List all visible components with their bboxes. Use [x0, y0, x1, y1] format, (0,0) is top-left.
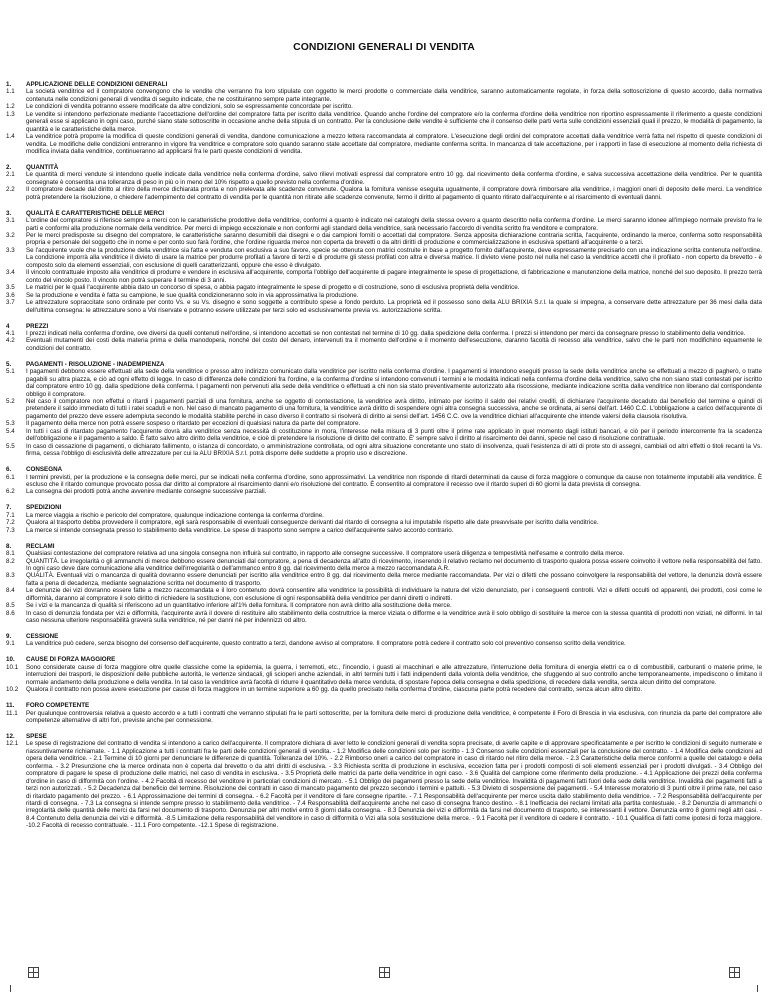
- clause: [6, 740, 762, 829]
- section-heading: [6, 733, 762, 740]
- clause-text: Eventuali mutamenti dei costi della materia prima e della manodopera, nonché del costo del denaro, intervenuti tra il momento dell'ordine e il momento dell'esecuzione, daranno facoltà di recesso alla venditrice, salvo che le parti non modifichino equamente le condizioni del contratto.: [26, 337, 762, 352]
- clause: [6, 572, 762, 587]
- clause-text: Per le merci predisposte su disegno del compratore, le caratteristiche saranno desumibili dai disegni e o dai campioni forniti o accettati dal compratore. Senza apposita dichiarazione contraria scritta, l'acquirente, ordinando la merce, conferma sotto responsabilità propria e personale del soggetto che in nome e per conto suo farà l'ordine, che l'ordine riguarda merce non coperta da brevetti o da altri diritti di produzione e commercializzazione in esclusiva spettanti all'acquirente o a terzi.: [26, 232, 762, 247]
- clause: [6, 299, 762, 314]
- clause-text: Le condizioni di vendita potranno essere modificate da altre condizioni, solo se espressamente concordate per iscritto.: [26, 103, 353, 111]
- clause-text: Il compratore decade dal diritto al ritiro della merce dichiarata pronta e non prelevata alle scadenze convenute. Qualora la fornitura venisse eseguita ugualmente, il compratore dovrà rimborsare alla venditrice, i maggiori oneri di deposito delle merci. La venditrice potrà pretendere la risoluzione, o chiedere l'adempimento del contratto di vendita per le quantità non ritirate alle scadenze convenute, fermo il diritto al pagamento di quanto ritirato dall'acquirente e al risarcimento di eventuali danni.: [26, 186, 762, 201]
- clause-text: Qualora al trasporto debba provvedere il compratore, egli sarà responsabile di eventuali conseguenze derivanti dal ritardo di consegna a lui imputabile rispetto alle date preavvisate per iscritto dalla venditrice.: [26, 519, 599, 527]
- clause-text: QUANTITÀ. Le irregolarità o gli ammanchi di merce debbono essere denunciati dal compratore, a pena di decadenza all'atto di ricevimento, inserendo il relativo reclamo nel documento di trasporto qualora possa essere coinvolto il vettore nella responsabilità del fatto. In ogni caso deve dare comunicazione alla venditrice dell'irregolarità o dell'ammanco entro 8 gg. dal ricevimento della merce a mezzo raccomandata A.R.: [26, 557, 762, 572]
- clause-text: La merce si intende consegnata presso lo stabilimento della venditrice. Le spese di trasporto sono sempre a carico dell'acquirente salvo accordo contrario.: [26, 526, 454, 534]
- conditions-document: [6, 42, 762, 838]
- clause: [6, 443, 762, 458]
- section-title: CAUSE DI FORZA MAGGIORE: [26, 656, 116, 664]
- clause: [6, 398, 762, 420]
- section-number: 4: [6, 322, 10, 330]
- clause-number: 8.4: [6, 587, 15, 595]
- clause-text: La venditrice potrà proporre la modifica di queste condizioni generali di vendita, dandone comunicazione a mezzo lettera raccomandata al compratore. L'esecuzione degli ordini del compratore accettati dalla venditrice verrà fatta nel rispetto di queste condizioni di vendita. Le modifiche delle condizioni entreranno in vigore fra venditrice e compratore solo quando saranno state accettate dal compratore, mediante conferma scritta. In mancanza di tale accettazione, per i rapporti in fase di esecuzione al momento della richiesta di modifica inviata dalla venditrice, continueranno ad applicarsi fra le parti queste condizioni di vendita.: [26, 133, 762, 156]
- section-number: 9.: [6, 633, 12, 641]
- section-title: FORO COMPETENTE: [26, 702, 90, 710]
- section-heading: [6, 656, 762, 663]
- section-number: 2.: [6, 163, 12, 171]
- clause: [6, 640, 762, 647]
- clause-text: I termini previsti, per la produzione e la consegna delle merci, pur se indicati nella conferma d'ordine, sono approssimativi. La venditrice non risponde di ritardi determinati da cause di forza maggiore o comunque da cause non totalmente imputabili alla venditrice. È escluso che il ritardo comunque provocato possa dar diritto al compratore al risarcimento danni e/o risoluzione del contratto. È consentito al compratore il recesso ove il ritardo superi di 60 giorni la data prevista di consegna.: [26, 473, 762, 488]
- clause-number: 1.2: [6, 103, 15, 111]
- section-number: 6.: [6, 466, 12, 474]
- section: [6, 633, 762, 648]
- clause-text: Nel caso il compratore non effettui o ritardi i pagamenti parziali di una fornitura, anche se oggetto di contestazione, la venditrice avrà diritto, intimato per iscritto il saldo dei relativi crediti, di dichiarare l'acquirente decaduto dal beneficio del termine e quindi di pretendere il saldo immediato di tutti i ratei scaduti e non. Nel caso di mancato pagamento di una fornitura, la venditrice avrà diritto di sospendere ogni altra consegna successiva, anche se ordinata, ai sensi dell'art. 1460 C.C. L'obbligazione a carico dell'acquirente di pagamento del prezzo deve essere adempiuta secondo le modalità stabilite perché in caso diverso il contratto si risolverà di diritto ai sensi dell'art. 1456 C.C. ove la venditrice dichiari all'acquirente che intende valersi della clausola risolutiva.: [26, 397, 762, 420]
- clause-text: La merce viaggia a rischio e pericolo del compratore, qualunque indicazione contenga la conferma d'ordine.: [26, 511, 324, 519]
- clause-number: 1.3: [6, 110, 15, 118]
- clause: [6, 512, 762, 519]
- clause-text: La società venditrice ed il compratore convengono che le vendite che verranno fra loro stipulate con oggetto le merci prodotte o commerciate dalla venditrice, saranno automaticamente regolate, in forza della sottoscrizione di questo accordo, dalla normativa contenuta nelle condizioni generali di vendita di seguito indicate, che ne costituiranno sempre parte integrante.: [26, 88, 762, 103]
- clause-text: Le spese di registrazione del contratto di vendita si intendono a carico dell'acquirente. Il compratore dichiara di aver letto le condizioni generali di vendita sopra precisate, di averle capite e di approvare specificatamente e per iscritto le condizioni di seguito numerate e riassuntivamente richiamate. - 1.1 Applicazione a tutti i contratti fra le parti delle condizioni generali di vendita. - 1.2 Modifica delle condizioni solo per iscritto - 1.3 Consenso sulle condizioni essenziali per la conclusione del contratto. - 1.4 Modifica delle condizioni ad opera della venditrice. - 2.1 Termine di 10 giorni per denunciare le differenze di quantità. Tolleranza del 10%. - 2.2 Rimborso oneri a carico del compratore in caso di ritardo nel ritiro della merce. - 2.3 Caratteristiche della merce conformi a quelle del catalogo e della conferma. - 3.2 Presunzione che la merce ordinata non è coperta dal brevetto o da altri diritti di esclusiva. - 3.3 Richiesta scritta di produzione in esclusiva, eccezion fatta per i prodotti composti di soli elementi essenziali per i prodotti divulgati. - 3.4 Obbligo del compratore di pagare le spese di produzione delle matrici, nel caso di vendita in esclusiva. - 3.5 Proprietà delle matrici da parte della venditrice in ogni caso. - 3.6 Qualità del campione come riferimento della produzione. - 4.1 Applicazione dei prezzi della conferma d'ordine in caso di difformità con l'ordine. - 4.2 Facoltà di recesso del venditore in particolari condizioni di mercato. - 5.1 Obbligo dei pagamenti presso la sede della venditrice. Invalidità di pagamenti fatti fuori della sede della venditrice. Invalidità dei pagamenti fatti a terzi non autorizzati. - 5.2 Decadenza dal beneficio del termine. Risoluzione dei contratti in caso di mancato pagamento del prezzo secondo i termini e pattuiti. - 5.3 Divieto di sospensione dei pagamenti. - 5.4 Interesse moratorio di 3 punti oltre il prime rate, nel caso di ritardato pagamento del prezzo. - 6.1 Approssimazione dei termini di consegna. - 6.2 Facoltà per il venditore di fare consegne ripartite. - 7.1 Responsabilità dell'acquirente per merce uscita dallo stabilimento della venditrice. - 7.2 Responsabilità dell'acquirente per ritardi di consegna. - 7.3 La consegna si intende sempre presso lo stabilimento della venditrice. - 7.4 Responsabilità dell'acquirente anche nel caso di consegna franco destino. - 8.1 Inefficacia dei reclami limitati alla partita contestuale. - 8.2 Denunzia di ammanchi o irregolarità delle quantità delle merci da farsi nel documento di trasporto. Denunzia per altri motivi entro 8 giorni dalla consegna. - 8.3 Denunzia dei vizi e difformità da farsi nel documento di trasporto, se interessanti il vettore. Denunzia entro 8 giorni negli altri casi. - 8.4 Contenuto della denunzia dei vizi e difformità. -8.5 Limitazione della responsabilità del venditore in caso di difformità o Vizi alla sola sostituzione della merce. - 9.1 Facoltà per il venditore di cedere il contratto. - 10.1 Qualifica di fatti come ipotesi di forza maggiore. -10.2 Facoltà di recesso contrattuale. - 11.1 Foro competente. -12.1 Spese di registrazione.: [26, 740, 762, 830]
- clause: [6, 133, 762, 155]
- clause-number: 3.5: [6, 284, 15, 292]
- registration-mark-left: [28, 967, 39, 978]
- clause: [6, 420, 762, 427]
- section-title: CONSEGNA: [26, 466, 63, 474]
- clause-text: Sono considerate cause di forza maggiore oltre quelle classiche come la epidemia, la guerra, i terremoti, etc., l'incendio, i guasti ai macchinari e alle attrezzature, l'interruzione della fornitura di energia elettri ca o di combustibili, carburanti o materie prime, le interruzioni dei trasporti, le disposizioni delle pubbliche autorità, le vertenze sindacali, gli scioperi anche aziendali, in altri termini tutti i fatti indipendenti dalla volontà della venditrice, che sfuggendo al suo controllo anche temporaneamente, impediscono o limitano il normale andamento della produzione e della vendita. In tal caso la venditrice avrà facoltà di ridurre il quantitativo della merce venduta, di spostare l'epoca della consegna e della spedizione, di recedere dalla vendita, senza alcun diritto del compratore.: [26, 663, 762, 686]
- clause: [6, 474, 762, 489]
- clause-text: Se l'acquirente vuole che la produzione della venditrice sia fatta e venduta con esclusiva a suo favore, specie se ottenuta con matrici costruite in base a progetto fornito dall'acquirente, deve espressamente precisarlo con una indicazione scritta contenuta nell'ordine. La condizione imporrà alla venditrice il divieto di usare la matrice per produrre profilati a favore di terzi e di produrre gli stessi profilati con altra e diversa matrice. Il divieto viene posto nel nulla nel caso la venditrice accetti che il profilato - non coperto da brevetto - è composto solo da elementi essenziali, con esclusione di quelli caratterizzanti, oppure che esso è divulgato.: [26, 246, 762, 269]
- section-number: 11.: [6, 702, 15, 710]
- section: [6, 164, 762, 201]
- section-heading: [6, 164, 762, 171]
- clause: [6, 284, 762, 291]
- clause-text: Il vincolo contrattuale imposto alla venditrice di produrre e vendere in esclusiva all'acquirente, comporta l'obbligo dell'acquirente di pagare integralmente le spese di progettazione, di fabbricazione e manutenzione della matrice, nonché del suo deposito. Il prezzo terrà conto del vincolo posto. Il vincolo non potrà superare il termine di 3 anni.: [26, 269, 762, 284]
- clause-number: 8.2: [6, 557, 15, 565]
- clause-text: Le quantità di merci vendute si intendono quelle indicate dalla venditrice nella conferma d'ordine, salvo rilievi motivati espressi dal compratore entro 10 gg. dal ricevimento della conferma d'ordine, e salva successiva accettazione della venditrice. Per le quantità consegnate è consentita una tolleranza di peso in più o in meno del 10% rispetto a quello previsto nella conferma d'ordine.: [26, 171, 762, 186]
- clause-text: In tutti i casi di ritardato pagamento l'acquirente dovrà alla venditrice senza necessità di costituzione in mora, l'interesse nella misura di 3 punti oltre il prime rate applicato in quel momento dagli istituti bancari, e ciò per il periodo intercorrente fra la scadenza dell'obbligazione e il pagamento a saldo. È fatto salvo altro diritto della venditrice, e cioè di pretendere la risoluzione di diritto del contratto. È' sempre salvo il diritto al risarcimento dei danni, specie nel caso di risoluzione contrattuale.: [26, 427, 762, 443]
- clause: [6, 550, 762, 557]
- clause: [6, 519, 762, 526]
- section-heading: [6, 633, 762, 640]
- clause-text: Qualsiasi contestazione del compratore relativa ad una singola consegna non influirà sul contratto, in rapporto alle consegne successive. Il compratore userà diligenza e tempestività nell'esame e controllo della merce.: [26, 550, 625, 558]
- clause: [6, 337, 762, 352]
- crop-mark-left: [10, 985, 11, 992]
- clause: [6, 186, 762, 201]
- section-heading: [6, 702, 762, 709]
- clause-number: 7.2: [6, 519, 15, 527]
- clause-number: 7.3: [6, 526, 15, 534]
- section-heading: [6, 323, 762, 330]
- section-number: 3.: [6, 209, 12, 217]
- section-title: QUANTITÀ: [26, 163, 59, 171]
- clause-text: Se la produzione e vendita è fatta su campione, le sue qualità condizioneranno solo in via approssimativa la produzione.: [26, 291, 359, 299]
- clause-number: 6.2: [6, 488, 15, 496]
- clause-number: 2.1: [6, 171, 15, 179]
- clause-number: 3.4: [6, 269, 15, 277]
- clause: [6, 664, 762, 686]
- section: [6, 466, 762, 496]
- section-heading: [6, 504, 762, 511]
- crop-mark-right: [757, 985, 758, 992]
- sections-container: [6, 81, 762, 830]
- section: [6, 81, 762, 155]
- clause-text: QUALITÀ. Eventuali vizi o mancanza di qualità dovranno essere denunciati per iscritto alla venditrice entro 8 gg. dal ricevimento della merce mediante raccomandata. Per vizi o difetti che possano coinvolgere la responsabilità del vettore, la denunzia dovrà essere fatta a pena di decadenza, mediante segnalazione scritta nel documento di trasporto.: [26, 572, 762, 587]
- section-title: APPLICAZIONE DELLE CONDIZIONI GENERALI: [26, 81, 168, 88]
- section: [6, 543, 762, 625]
- clause-text: Le matrici per le quali l'acquirente abbia dato un concorso di spesa, o abbia pagato integralmente le spese di progetto e di costruzione, sono di esclusiva proprietà della venditrice.: [26, 284, 520, 292]
- clause: [6, 292, 762, 299]
- registration-mark-center: [379, 967, 390, 978]
- clause: [6, 587, 762, 602]
- clause-number: 3.6: [6, 291, 15, 299]
- clause-text: La consegna dei prodotti potrà anche avvenire mediante consegne successive parziali.: [26, 488, 267, 496]
- clause: [6, 111, 762, 133]
- section-title: CESSIONE: [26, 633, 59, 641]
- clause-text: Per qualunque controversia relativa a questo accordo e a tutti i contratti che verranno stipulati fra le parti sottoscritte, per la fornitura delle merci di produzione della venditrice, è competente il Foro di Brescia in via esclusiva, con rinunzia da parte del compratore alle competenze alternative di altri fori, previste anche per connessione.: [26, 709, 762, 725]
- clause: [6, 171, 762, 186]
- section: [6, 504, 762, 534]
- clause-number: 1.1: [6, 88, 15, 96]
- section-title: PREZZI: [26, 322, 49, 330]
- clause-number: 7.1: [6, 511, 15, 519]
- clause: [6, 686, 762, 693]
- clause-text: Le vendite si intendono perfezionate mediante l'accettazione dell'ordine del compratore fatta per iscritto dalla venditrice. Quando anche l'ordine del compratore e/o la conferma d'ordine della venditrice non riportino espressamente il riferimento a queste condizioni generali esse si applicano in ogni caso, purché siano state sottoscritte in occasione anche della stipula di un contratto. Per la conclusione delle vendite è sufficiente che il consenso delle parti verta sulle condizioni essenziali quali il prezzo, le modalità di pagamento, la quantità e le caratteristiche della merce.: [26, 110, 762, 133]
- section-heading: [6, 210, 762, 217]
- section: [6, 733, 762, 830]
- clause-text: Se i vizi e la mancanza di qualità si riferiscono ad un quantitativo inferiore all'1% della fornitura. Il compratore non avrà diritto alla sostituzione della merce.: [26, 602, 452, 610]
- section-title: SPEDIZIONI: [26, 504, 62, 512]
- section-title: QUALITÀ E CARATTERISTICHE DELLE MERCI: [26, 209, 165, 217]
- clause-number: 3.2: [6, 232, 15, 240]
- clause: [6, 368, 762, 398]
- clause-text: Le attrezzature sopraccitate sono ordinate per conto Vs. e su Vs. disegno e sono soggette a contributo spese a fondo perduto. La proprietà ed il possesso sono della ALU BRIXIA S.r.l. la quale si impegna, a conservare dette attrezzature per 36 mesi dalla data dell'ultima consegna: le attrezzature sono a Voi riservate e potranno essere utilizzate per terzi solo ed esclusivamente previa vs. autorizzazione scritta.: [26, 299, 762, 314]
- clause: [6, 558, 762, 573]
- clause: [6, 602, 762, 609]
- section-title: SPESE: [26, 732, 47, 740]
- section-number: 1.: [6, 81, 12, 88]
- clause-number: 1.4: [6, 133, 15, 141]
- section: [6, 361, 762, 458]
- clause: [6, 88, 762, 103]
- clause-text: Qualora il contratto non possa avere esecuzione per cause di forza maggiore in un termine superiore a 60 gg. da quello precisato nella conferma d'ordine, ciascuna parte potrà recedere dal contratto, senza alcun altro diritto.: [26, 686, 643, 694]
- section: [6, 656, 762, 693]
- section: [6, 323, 762, 353]
- section-number: 12.: [6, 732, 15, 740]
- clause-number: 8.1: [6, 550, 15, 558]
- clause-text: I pagamenti debbono essere effettuati alla sede della venditrice o presso altro indirizzo comunicato dalla venditrice per iscritto nella conferma d'ordine. I pagamenti si intendono eseguiti presso la sede della venditrice anche se effettuati a mezzo di pagherò, o tratte pagabili su altra piazza, e ciò ad ogni effetto di legge. In caso di differenza delle condizioni fra l'ordine, e la conferma d'ordine si intendono convenuti i termini e le modalità indicati nella conferma d'ordine della venditrice, salvo che non siano stati contestati per iscritto dal compratore entro 10 gg. dalla spedizione della conferma. I pagamenti non pervenuti alla sede della venditrice o effettuati a chi non sia stato preventivamente autorizzato alla riscossione, mediante indicazione scritta dalla venditrice non liberano dal corrispondente obbligo il compratore.: [26, 368, 762, 398]
- section-number: 8.: [6, 542, 12, 550]
- section-heading: [6, 81, 762, 88]
- section-heading: [6, 361, 762, 368]
- clause: [6, 330, 762, 337]
- clause-number: 5.3: [6, 420, 15, 428]
- clause: [6, 232, 762, 247]
- clause: [6, 610, 762, 625]
- clause-number: 8.6: [6, 609, 15, 617]
- clause-text: In caso di denunzia fondata per vizi e difformità, l'acquirente avrà il dovere di restituire allo stabilimento della costruttrice la merce viziata o difforme e la venditrice avrà il solo obbligo di sostituire la merce con la stessa quantità di prodotti non viziati, né difformi. In tal caso nessuna ulteriore responsabilità graverà sulla venditrice, né per danni né per indennizzi od altro.: [26, 609, 762, 625]
- clause-number: 4.1: [6, 329, 15, 337]
- clause: [6, 269, 762, 284]
- clause: [6, 428, 762, 443]
- clause-text: In caso di cessazione di pagamenti, o dichiarato fallimento, o istanza di concordato, o amministrazione controllata, od ogni altra situazione concretante uno stato di insolvenza, quali l'esistenza di atti di prote sto di assegni, cambiali od altri effetti o titoli recanti la Vs. firma, cessa l'obbligo di esclusività delle attrezzature per cui la ALU BRIXIA S.r.l. potrà disporre delle suddette a proprio uso e discrezione.: [26, 442, 762, 458]
- section-heading: [6, 543, 762, 550]
- clause: [6, 488, 762, 495]
- clause-number: 5.4: [6, 427, 15, 435]
- clause-text: I prezzi indicati nella conferma d'ordine, ove diversi da quelli contenuti nell'ordine, si intendono accettati se non contestati nel termine di 10 gg. dalla spedizione della conferma. I prezzi si intendono per merci da consegnare presso lo stabilimento della venditrice.: [26, 329, 746, 337]
- clause-number: 5.1: [6, 368, 15, 376]
- section-title: PAGAMENTI - RISOLUZIONE - INADEMPIENZA: [26, 360, 165, 368]
- clause-number: 3.1: [6, 217, 15, 225]
- clause-number: 6.1: [6, 473, 15, 481]
- section-heading: [6, 466, 762, 473]
- clause: [6, 710, 762, 725]
- clause-number: 5.2: [6, 397, 15, 405]
- clause: [6, 527, 762, 534]
- clause-number: 10.1: [6, 663, 19, 671]
- clause-text: L'ordine del compratore si riferisce sempre a merci con le caratteristiche prodottive della venditrice, conformi a quanto è indicato nei cataloghi della stessa ovvero a quanto descritto nella conferma d'ordine. Le merci saranno idonee all'impiego normale previsto fra le parti e conformi alla produzione normale della venditrice. Per merci di impiego eccezionale e non conformi agli standard della venditrice, sarà necessario l'accordo di vendita scritto fra venditore e compratore.: [26, 217, 762, 232]
- clause-text: La venditrice può cedere, senza bisogno del consenso dell'acquirente, questo contratto a terzi, dandone avviso al compratore. Il compratore potrà cedere il contratto solo col preventivo consenso scritto della venditrice.: [26, 640, 626, 648]
- clause: [6, 217, 762, 232]
- document-title: CONDIZIONI GENERALI DI VENDITA: [293, 42, 475, 53]
- clause-number: 11.1: [6, 709, 18, 717]
- clause-number: 3.3: [6, 246, 15, 254]
- clause-number: 8.3: [6, 572, 15, 580]
- clause-number: 10.2: [6, 686, 19, 694]
- clause-number: 12.1: [6, 740, 19, 748]
- clause-text: Il pagamento della merce non potrà essere sospeso o ritardato per eccezioni di qualsiasi natura da parte del compratore.: [26, 420, 361, 428]
- registration-mark-right: [729, 967, 740, 978]
- clause-number: 5.5: [6, 442, 15, 450]
- section-number: 5.: [6, 360, 12, 368]
- clause-number: 4.2: [6, 337, 15, 345]
- clause-number: 3.7: [6, 299, 15, 307]
- section: [6, 210, 762, 314]
- clause: [6, 247, 762, 269]
- clause-number: 9.1: [6, 640, 15, 648]
- clause-text: Le denunzie dei vizi dovranno essere fatte a mezzo raccomandata e il loro contenuto dovrà consentire alla venditrice la possibilità di individuare la natura del vizio denunziato, per i conseguenti controlli. Vizi e difetti occulti od apparenti, dei prodotti, così come le difformità, daranno al compratore il solo diritto di richiedere la sostituzione, con esclusione di ogni responsabilità della venditrice per danni diretti o indiretti.: [26, 587, 762, 602]
- clause-number: 8.5: [6, 602, 15, 610]
- clause-number: 2.2: [6, 186, 15, 194]
- section-number: 10.: [6, 656, 15, 664]
- clause: [6, 103, 762, 110]
- section-number: 7.: [6, 504, 12, 512]
- section: [6, 702, 762, 724]
- section-title: RECLAMI: [26, 542, 55, 550]
